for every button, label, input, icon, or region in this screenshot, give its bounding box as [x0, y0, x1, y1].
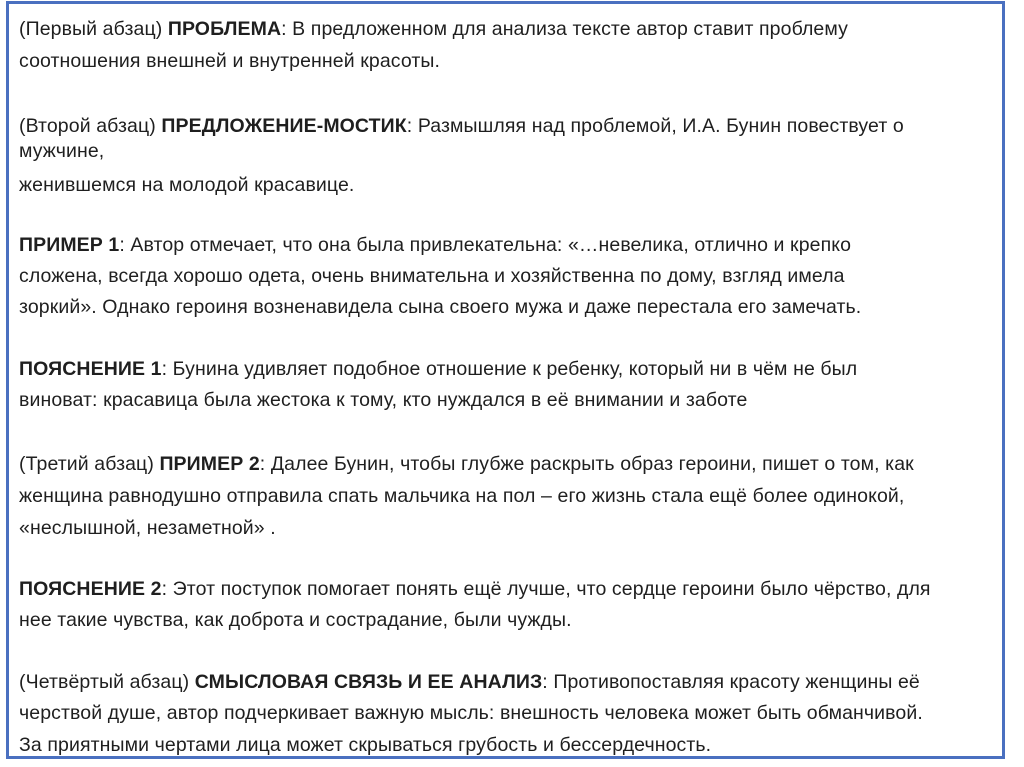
paragraph-4-text: Бунина удивляет подобное отношение к ребенку, который ни в чём не был: [172, 358, 858, 380]
paragraph-2-prefix: (Второй абзац): [19, 115, 162, 137]
paragraph-1-heading: ПРОБЛЕМА: [167, 18, 282, 40]
paragraph-7-heading: СМЫСЛОВАЯ СВЯЗЬ И ЕЕ АНАЛИЗ: [194, 671, 543, 693]
paragraph-1-line-2: соотношения внешней и внутренней красоты.: [19, 50, 441, 72]
paragraph-1-prefix: (Первый абзац): [19, 18, 168, 40]
paragraph-2-separator: :: [406, 115, 418, 137]
paragraph-3-line-2: сложена, всегда хорошо одета, очень внимательна и хозяйственна по дому, взгляд имела: [19, 265, 845, 287]
paragraph-7-line-3: За приятными чертами лица может скрываться грубость и бессердечность.: [19, 734, 712, 756]
paragraph-1-line-1: [19, 16, 848, 42]
paragraph-4-line-1: [19, 356, 857, 382]
paragraph-6-line-1: [19, 576, 931, 602]
paragraph-1-text: В предложенном для анализа тексте автор ставит проблему: [292, 18, 848, 40]
paragraph-5-line-1: [19, 451, 914, 477]
paragraph-7-text: Противопоставляя красоту женщины её: [553, 671, 920, 693]
paragraph-2-line-3: женившемся на молодой красавице.: [19, 174, 355, 196]
paragraph-5-text: Далее Бунин, чтобы глубже раскрыть образ героини, пишет о том, как: [270, 453, 914, 475]
paragraph-1-separator: :: [281, 18, 293, 40]
paragraph-3-heading: ПРИМЕР 1: [19, 234, 120, 256]
paragraph-4-heading: ПОЯСНЕНИЕ 1: [19, 358, 162, 380]
paragraph-6-line-2: нее такие чувства, как доброта и сострадание, были чужды.: [19, 609, 572, 631]
paragraph-2-heading: ПРЕДЛОЖЕНИЕ-МОСТИК: [161, 115, 407, 137]
paragraph-2-line-1: [19, 113, 904, 139]
paragraph-3-text: Автор отмечает, что она была привлекательна: «…невелика, отлично и крепко: [130, 234, 852, 256]
paragraph-2-line-2: мужчине,: [19, 140, 105, 162]
paragraph-5-prefix: (Третий абзац): [19, 453, 160, 475]
paragraph-5-heading: ПРИМЕР 2: [159, 453, 260, 475]
paragraph-4-separator: :: [161, 358, 173, 380]
paragraph-7-separator: :: [542, 671, 554, 693]
paragraph-7-line-2: черствой душе, автор подчеркивает важную мысль: внешность человека может быть обманчивой.: [19, 702, 923, 724]
paragraph-7-prefix: (Четвёртый абзац): [19, 671, 195, 693]
paragraph-7-line-1: [19, 669, 920, 695]
paragraph-2-text: Размышляя над проблемой, И.А. Бунин повествует о: [417, 115, 904, 137]
paragraph-3-line-1: [19, 232, 851, 258]
paragraph-4-line-2: виноват: красавица была жестока к тому, кто нуждался в её внимании и заботе: [19, 389, 748, 411]
paragraph-5-line-3: «неслышной, незаметной» .: [19, 517, 276, 539]
paragraph-5-separator: :: [259, 453, 271, 475]
paragraph-3-separator: :: [119, 234, 131, 256]
slide-frame: [6, 1, 1005, 759]
paragraph-5-line-2: женщина равнодушно отправила спать мальчика на пол – его жизнь стала ещё более одинокой,: [19, 485, 905, 507]
paragraph-3-line-3: зоркий». Однако героиня возненавидела сына своего мужа и даже перестала его замечать.: [19, 296, 862, 318]
paragraph-6-heading: ПОЯСНЕНИЕ 2: [19, 578, 162, 600]
paragraph-6-text: Этот поступок помогает понять ещё лучше, что сердце героини было чёрство, для: [172, 578, 931, 600]
paragraph-6-separator: :: [161, 578, 173, 600]
